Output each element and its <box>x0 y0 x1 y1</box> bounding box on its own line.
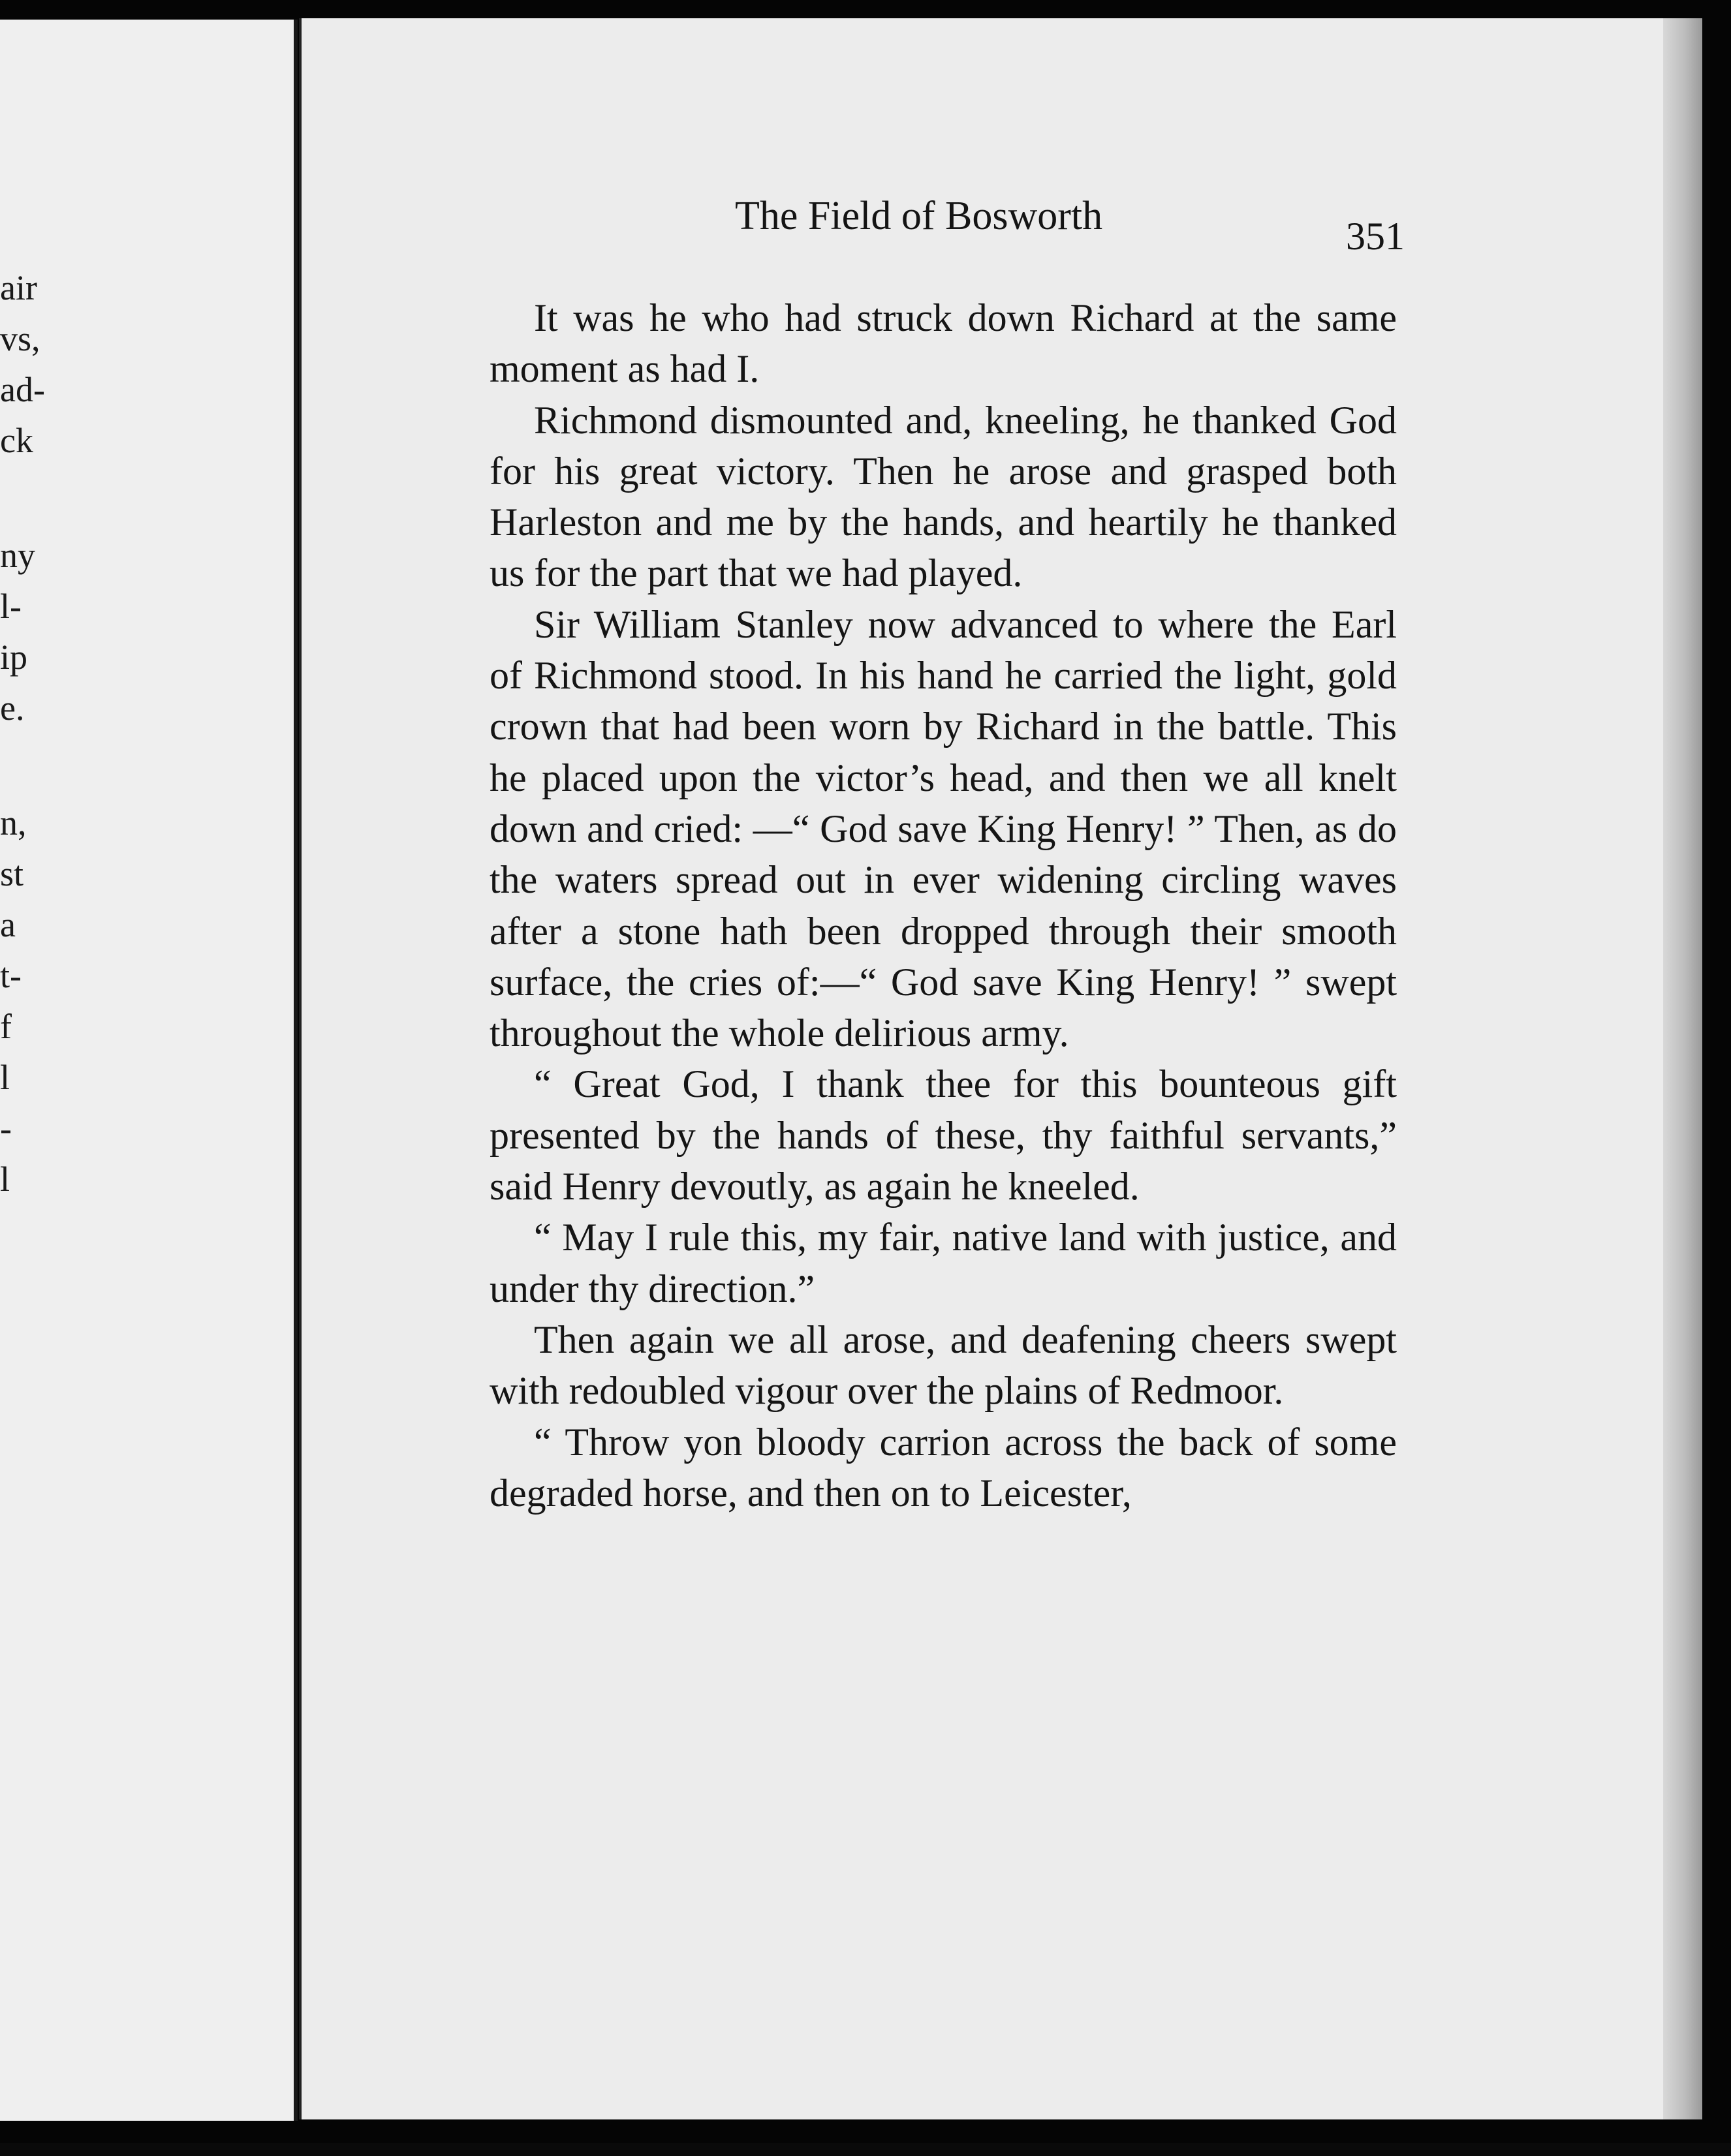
left-page-fragment: t- <box>0 956 22 995</box>
paragraph: “ Throw yon bloody carrion across the back of some degraded horse, and then on to Leicester, <box>490 1420 1397 1515</box>
left-page-fragment: a <box>0 905 16 944</box>
left-page-fragment: n, <box>0 803 27 842</box>
left-page-fragment: l <box>0 1058 10 1097</box>
page-edge <box>1663 18 1702 2119</box>
left-page-fragment: l- <box>0 587 22 626</box>
body-text <box>490 292 1397 1518</box>
left-page-fragment: air <box>0 268 37 307</box>
paragraph: Richmond dismounted and, kneeling, he thanked God for his great victory. Then he arose and grasped both Harleston and me by the hands, and heartily he thanked us for the part that we had played. <box>490 398 1397 595</box>
scan-border <box>0 2143 1731 2156</box>
paragraph: Sir William Stanley now advanced to where the Earl of Richmond stood. In his hand he carried the light, gold crown that had been worn by Richard in the battle. This he placed upon the victor’s head, and then we all knelt down and cried: —“ God save King Henry! ” Then, as do the waters spread out in ever widening circling waves after a stone hath been dropped through their smooth surface, the cries of:—“ God save King Henry! ” swept throughout the whole delirious army. <box>490 602 1397 1055</box>
paragraph: “ May I rule this, my fair, native land with justice, and under thy direction.” <box>490 1216 1397 1310</box>
paragraph: It was he who had struck down Richard at the same moment as had I. <box>490 296 1397 391</box>
left-page-fragment: f <box>0 1007 12 1046</box>
right-page <box>299 18 1702 2119</box>
left-page <box>0 20 298 2121</box>
paragraph: Then again we all arose, and deafening cheers swept with redoubled vigour over the plains of Redmoor. <box>490 1317 1397 1413</box>
left-page-fragment: e. <box>0 688 25 728</box>
gutter-line <box>299 18 302 2119</box>
left-page-fragment: ip <box>0 638 28 677</box>
left-page-fragment: l <box>0 1160 10 1199</box>
left-page-fragment: st <box>0 854 24 893</box>
paragraph: “ Great God, I thank thee for this bounteous gift presented by the hands of these, thy faithful servants,” said Henry devoutly, as again he kneeled. <box>490 1062 1397 1209</box>
left-page-fragment: - <box>0 1109 12 1148</box>
left-page-fragment: vs, <box>0 319 40 358</box>
left-page-fragment: ck <box>0 421 33 460</box>
left-page-fragment: ad- <box>0 370 45 409</box>
left-page-fragment: ny <box>0 536 35 575</box>
page-number: 351 <box>1346 215 1405 258</box>
running-head: The Field of Bosworth <box>735 194 1103 238</box>
